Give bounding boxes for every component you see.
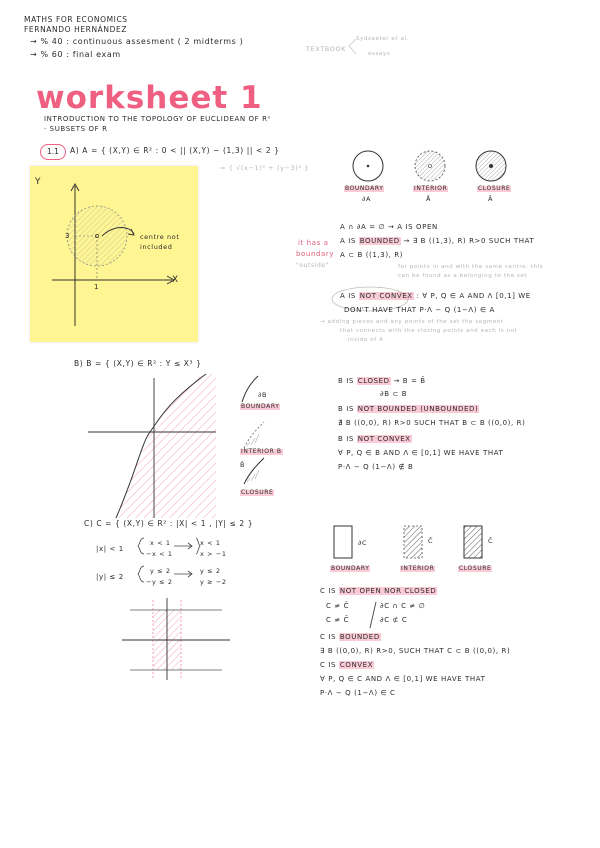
assessment-line: → % 40 : continuous assesment ( 2 midterms ) xyxy=(30,37,244,46)
label-boundary-b: BOUNDARY xyxy=(241,403,280,410)
set-c-open-closed-line xyxy=(320,588,437,595)
label-closure-a: CLOSURE xyxy=(478,185,511,192)
c-boundary-intersect: ∂C ∩ C ≠ ∅ xyxy=(380,602,426,610)
set-b-bounded-line xyxy=(338,406,479,413)
highlight-convex-c: CONVEX xyxy=(339,661,374,669)
label-boundary-c: BOUNDARY xyxy=(331,565,370,572)
symbol-boundary-c: ∂C xyxy=(358,539,368,547)
text-b-is: B IS xyxy=(338,377,354,385)
set-a-faint-note-5: inside of A xyxy=(348,337,384,343)
highlight-bounded-a: BOUNDED xyxy=(359,237,400,245)
abs-value-braces xyxy=(136,536,198,592)
set-b-closed-line xyxy=(338,378,426,385)
set-c-bounded-line xyxy=(320,634,381,641)
set-a-faint-note-2: can be found as a belonging to the set xyxy=(398,273,528,279)
abs-x-case-2: −x < 1 xyxy=(146,550,173,558)
label-interior-a: INTERIOR xyxy=(414,185,448,192)
course-title: MATHS FOR ECONOMICS xyxy=(24,15,128,24)
set-c-sketch xyxy=(110,596,240,682)
label-interior-c: INTERIOR xyxy=(401,565,435,572)
set-b-convex-line xyxy=(338,436,412,443)
set-a-faint-note-3: → adding pieces and any points of the set the segment xyxy=(320,319,504,325)
highlight-not-convex-b: NOT CONVEX xyxy=(357,435,411,443)
set-b-boundary-subset: ∂B ⊂ B xyxy=(380,390,408,398)
symbol-closure-a: Ā xyxy=(488,195,494,203)
symbol-interior-c: Č xyxy=(428,537,434,545)
textbook-note: TEXTBOOK xyxy=(306,45,347,53)
set-c-definition: C) C = { (X,Y) ∈ R² : |X| < 1 , |Y| ≤ 2 } xyxy=(84,519,254,528)
abs-x-case-1: x < 1 xyxy=(150,539,171,547)
abs-x-result-2: x > −1 xyxy=(200,550,227,558)
text-b-is-2: B IS xyxy=(338,405,354,413)
label-interior-b: INTERIOR B xyxy=(241,448,282,455)
symbol-interior-a: Å xyxy=(426,195,432,203)
set-a-convex-line-2: DON'T HAVE THAT P·Λ − Q (1−Λ) ∈ A xyxy=(344,306,495,314)
text-a-is: A IS xyxy=(340,237,356,245)
professor-name: FERNANDO HERNÁNDEZ xyxy=(24,25,128,34)
text-c-is: C IS xyxy=(320,587,337,595)
label-closure-b: CLOSURE xyxy=(241,489,274,496)
highlight-closed-b: CLOSED xyxy=(357,377,390,385)
set-a-definition: A) A = { (X,Y) ∈ R² : 0 < || (X,Y) − (1,3) || < 2 } xyxy=(70,146,280,155)
abs-y-result-2: y ≥ −2 xyxy=(200,578,227,586)
set-a-ball-line: A ⊂ B ((1,3), R) xyxy=(340,251,404,259)
symbol-boundary-b: ∂B xyxy=(258,391,268,399)
set-a-bounded-line xyxy=(340,238,534,245)
text-closed-b-condition: → B = B̄ xyxy=(393,377,426,385)
c-boundary-not-subset: ∂C ⊄ C xyxy=(380,616,408,624)
textbook-essays: essays xyxy=(368,51,391,57)
text-c-is-2: C IS xyxy=(320,633,337,641)
set-b-convex-condition: ∀ P, Q ∈ B AND Λ ∈ [0,1] WE HAVE THAT xyxy=(338,449,504,457)
set-c-convex-result: P·Λ − Q (1−Λ) ∈ C xyxy=(320,689,396,697)
highlight-not-open-closed-c: NOT OPEN NOR CLOSED xyxy=(339,587,437,595)
set-b-definition: B) B = { (X,Y) ∈ R² : Y ≤ X³ } xyxy=(74,359,202,368)
worksheet-title: worksheet 1 xyxy=(36,80,263,116)
set-a-sketch xyxy=(30,166,198,342)
brace-mark xyxy=(346,38,358,56)
set-a-norm-note: = { √(x−1)² + (y−3)² } xyxy=(220,164,310,172)
symbol-boundary-a: ∂A xyxy=(362,195,372,203)
abs-y-inequality: |y| ≤ 2 xyxy=(96,573,124,581)
set-a-topology-figures xyxy=(350,148,510,184)
label-boundary-a: BOUNDARY xyxy=(345,185,384,192)
set-a-open-line: A ∩ ∂A = ∅ → A IS OPEN xyxy=(340,223,438,231)
set-b-no-ball-line: ∄ B ((0,0), R) R>0 SUCH THAT B ⊂ B ((0,0), R) xyxy=(338,419,526,427)
symbol-closure-c: C̄ xyxy=(488,537,494,545)
abs-y-result-1: y ≤ 2 xyxy=(200,567,221,575)
abs-x-result-1: x < 1 xyxy=(200,539,221,547)
sticky-note-text-2: included xyxy=(140,243,173,251)
set-b-sketch xyxy=(86,372,226,522)
text-c-is-3: C IS xyxy=(320,661,337,669)
set-a-convex-line xyxy=(340,293,531,300)
text-bounded-a-condition: → ∃ B ((1,3), R) R>0 SUCH THAT xyxy=(403,237,535,245)
tick-label-3: 3 xyxy=(65,232,71,240)
set-a-faint-note-4: that connects with the closing points and each is not xyxy=(340,328,518,334)
exercise-number: 1.1 xyxy=(40,144,66,160)
intro-line-1: INTRODUCTION TO THE TOPOLOGY OF EUCLIDEAN OF Rⁿ xyxy=(44,115,271,123)
tick-label-1: 1 xyxy=(94,283,100,291)
note-has-boundary-2: boundary xyxy=(296,250,335,258)
axis-label-y: Y xyxy=(35,177,42,187)
abs-x-inequality: |x| < 1 xyxy=(96,545,124,553)
set-b-topology-figures xyxy=(236,372,296,492)
c-not-closure: C ≠ C̄ xyxy=(326,616,350,624)
symbol-closure-b: B̄ xyxy=(240,461,246,469)
sticky-note-text-1: centre not xyxy=(140,233,180,241)
abs-y-case-2: −y ≤ 2 xyxy=(146,578,173,586)
note-has-boundary-3: "outside" xyxy=(296,262,330,269)
label-closure-c: CLOSURE xyxy=(459,565,492,572)
divider-slash xyxy=(368,600,378,630)
set-c-convex-condition: ∀ P, Q ∈ C AND Λ ∈ [0,1] WE HAVE THAT xyxy=(320,675,486,683)
c-not-interior: C ≠ Č xyxy=(326,602,350,610)
text-convex-a-condition: : ∀ P, Q ∈ A AND Λ [0,1] WE xyxy=(416,292,531,300)
highlight-not-convex-a: NOT CONVEX xyxy=(359,292,413,300)
axis-label-x: X xyxy=(172,275,179,285)
set-b-convex-result: P·Λ − Q (1−Λ) ∉ B xyxy=(338,463,414,471)
final-exam-line: → % 60 : final exam xyxy=(30,50,121,59)
textbook-author: Sydsaeter et al. xyxy=(356,36,409,42)
text-b-is-3: B IS xyxy=(338,435,354,443)
text-a-is-2: A IS xyxy=(340,292,356,300)
abs-y-case-1: y ≤ 2 xyxy=(150,567,171,575)
note-has-boundary-1: it has a xyxy=(298,239,329,247)
set-c-ball-line: ∃ B ((0,0), R) R>0, SUCH THAT C ⊂ B ((0,0), R) xyxy=(320,647,511,655)
set-c-convex-line xyxy=(320,662,374,669)
highlight-unbounded-b: NOT BOUNDED (UNBOUNDED) xyxy=(357,405,479,413)
set-a-faint-note-1: for points in and with the same centre, this xyxy=(398,264,544,270)
intro-line-2: · SUBSETS OF R xyxy=(44,125,108,133)
highlight-bounded-c: BOUNDED xyxy=(339,633,380,641)
